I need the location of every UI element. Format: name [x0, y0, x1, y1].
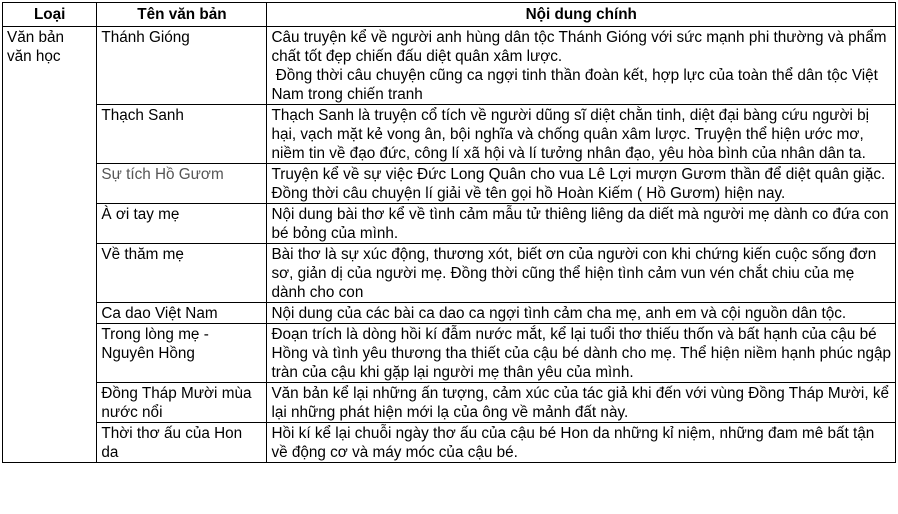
table-row	[3, 244, 896, 303]
title-cell: Về thăm mẹ	[97, 244, 267, 303]
header-noi-dung: Nội dung chính	[267, 3, 896, 27]
content-line: Nội dung bài thơ kể về tình cảm mẫu tử thiêng liêng da diết mà người mẹ dành co đứa con bé bỏng của mình.	[271, 206, 889, 242]
content-cell	[267, 244, 896, 303]
table-row	[3, 204, 896, 244]
content-line: Câu truyện kể về người anh hùng dân tộc Thánh Gióng với sức mạnh phi thường và phẩm chất tốt đẹp chiến đấu diệt quân xâm lược.	[271, 29, 887, 65]
title-cell: Thạch Sanh	[97, 105, 267, 164]
table-row	[3, 324, 896, 383]
header-loai: Loại	[3, 3, 97, 27]
content-line: Văn bản kể lại những ấn tượng, cảm xúc của tác giả khi đến với vùng Đồng Tháp Mười, kể lại những phát hiện mới lạ của ông về mảnh đất này.	[271, 385, 889, 421]
content-cell	[267, 105, 896, 164]
title-cell: Đồng Tháp Mười mùa nước nổi	[97, 383, 267, 423]
content-line: Bài thơ là sự xúc động, thương xót, biết ơn của người con khi chứng kiến cuộc sống đơn sơ, giản dị của người mẹ. Đồng thời cũng thể hiện tình cảm vun vén chắt chiu của mẹ dành cho con	[271, 246, 877, 301]
table-body	[3, 27, 896, 463]
content-cell	[267, 27, 896, 105]
title-cell: Thời thơ ấu của Hon da	[97, 423, 267, 463]
table-row	[3, 423, 896, 463]
table-row	[3, 164, 896, 204]
content-cell	[267, 204, 896, 244]
title-cell: Thánh Gióng	[97, 27, 267, 105]
table-row	[3, 383, 896, 423]
table-header-row	[3, 3, 896, 27]
content-line: Truyện kể về sự việc Đức Long Quân cho vua Lê Lợi mượn Gươm thần để diệt quân giặc. Đồng thời câu chuyện lí giải về tên gọi hồ Hoàn Kiếm ( Hồ Gươm) hiện nay.	[271, 166, 886, 202]
content-cell	[267, 164, 896, 204]
table-row	[3, 105, 896, 164]
title-cell: Trong lòng mẹ - Nguyên Hồng	[97, 324, 267, 383]
content-line: Hồi kí kể lại chuỗi ngày thơ ấu của cậu bé Hon da những kỉ niệm, những đam mê bất tận về động cơ và máy móc của cậu bé.	[271, 425, 875, 461]
content-cell	[267, 423, 896, 463]
title-cell: À ơi tay mẹ	[97, 204, 267, 244]
category-cell: Văn bản văn học	[3, 27, 97, 463]
content-cell	[267, 303, 896, 324]
content-line: Nội dung của các bài ca dao ca ngợi tình cảm cha mẹ, anh em và cội nguồn dân tộc.	[271, 305, 847, 322]
title-cell: Sự tích Hồ Gươm	[97, 164, 267, 204]
content-line: Thạch Sanh là truyện cổ tích về người dũng sĩ diệt chằn tinh, diệt đại bàng cứu người bị hại, vạch mặt kẻ vong ân, bội nghĩa và chống quân xâm lược. Truyện thể hiện ước mơ, niềm tin về đạo đức, công lí xã hội và lí tưởng nhân đạo, yêu hòa bình của nhân dân ta.	[271, 107, 870, 162]
content-line: Đồng thời câu chuyện cũng ca ngợi tinh thần đoàn kết, hợp lực của toàn thể dân tộc Việt Nam trong chiến tranh	[271, 67, 883, 103]
header-ten-van-ban: Tên văn bản	[97, 3, 267, 27]
literature-table	[2, 2, 896, 463]
content-cell	[267, 324, 896, 383]
title-cell: Ca dao Việt Nam	[97, 303, 267, 324]
content-cell	[267, 383, 896, 423]
table-row	[3, 303, 896, 324]
content-line: Đoạn trích là dòng hồi kí đẫm nước mắt, kể lại tuổi thơ thiếu thốn và bất hạnh của cậu bé Hồng và tình yêu thương tha thiết của cậu bé dành cho mẹ. Thể hiện niềm hạnh phúc ngập tràn của cậu khi gặp lại người mẹ thân yêu của mình.	[271, 326, 892, 381]
table-row	[3, 27, 896, 105]
